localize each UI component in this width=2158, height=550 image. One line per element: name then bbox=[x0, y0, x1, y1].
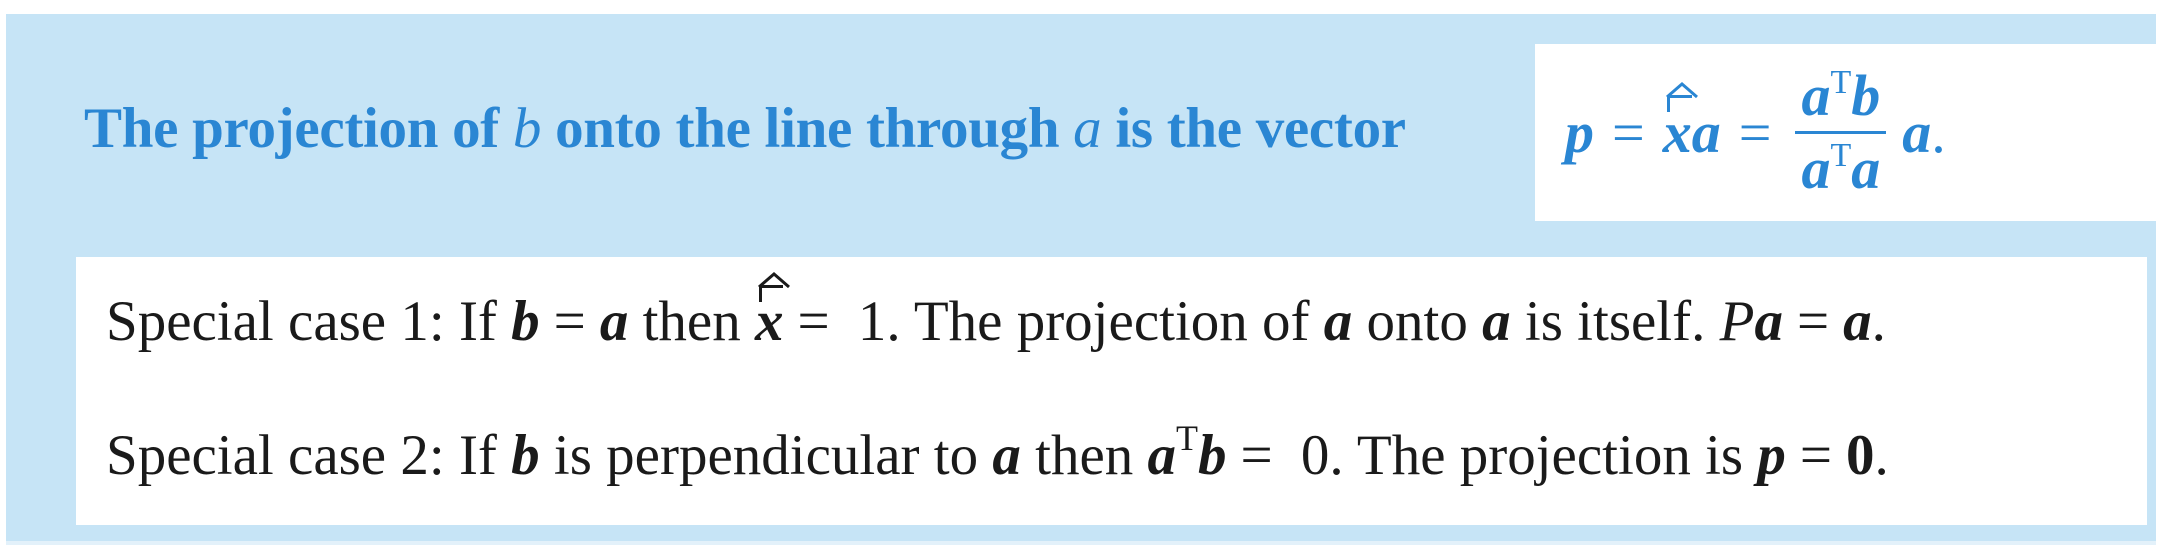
formula-equals-2: = bbox=[1738, 100, 1772, 165]
formula-p: p bbox=[1565, 100, 1594, 165]
hat-accent-icon bbox=[1665, 81, 1699, 99]
hat-accent-icon bbox=[757, 271, 791, 289]
projection-formula bbox=[1565, 44, 1946, 221]
header-text-2: onto the line through bbox=[541, 97, 1074, 160]
projection-box bbox=[6, 14, 2156, 545]
formula-xhat bbox=[1663, 99, 1692, 166]
formula-panel bbox=[1535, 44, 2157, 221]
header-text-3: is the vector bbox=[1101, 97, 1406, 160]
var-a: a bbox=[1073, 97, 1102, 160]
case1-xhat: x bbox=[755, 289, 784, 354]
formula-a: a bbox=[1691, 100, 1721, 165]
formula-fraction bbox=[1795, 65, 1886, 200]
fraction-numerator: $a^Tb$ bbox=[1801, 63, 1881, 129]
formula-equals-1: = bbox=[1612, 100, 1645, 165]
fraction-bar bbox=[1795, 131, 1886, 134]
fraction-denominator: $a^Ta$ bbox=[1801, 136, 1881, 201]
var-b: b bbox=[512, 97, 542, 160]
formula-x: x bbox=[1662, 100, 1692, 165]
projection-statement bbox=[84, 96, 1406, 161]
header-text-1: The projection of bbox=[84, 97, 513, 160]
special-case-2: Special case 2: If b is perpendicular to a then $a^Tb = 0$. The projection is p = 0. bbox=[106, 418, 1889, 487]
formula-a-trailing: a bbox=[1902, 100, 1932, 165]
special-case-1: Special case 1: If b = a then x = 1. The projection of a onto a is itself. Pa = a. bbox=[106, 289, 1886, 354]
special-cases-panel bbox=[76, 257, 2147, 525]
formula-period: . bbox=[1931, 100, 1946, 165]
